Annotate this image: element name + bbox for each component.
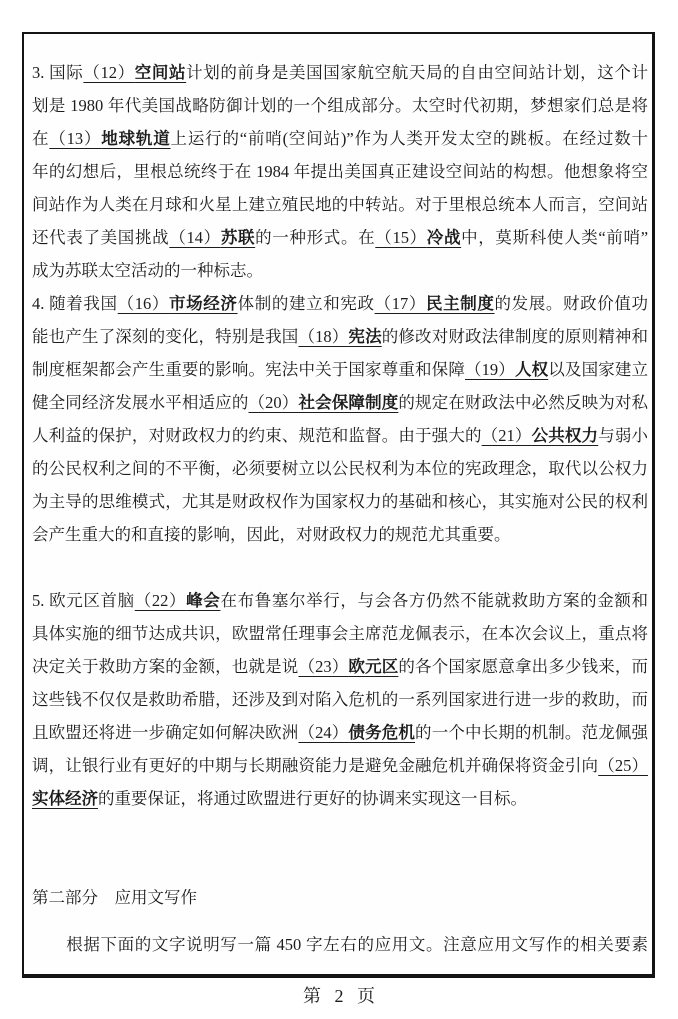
answer-text: 地球轨道 (101, 129, 171, 148)
text-run: 3. 国际 (32, 63, 84, 82)
text-run: 能也产生了深刻的变化，特别是我国 (32, 327, 299, 346)
page-number-footer: 第 2 页 (303, 986, 375, 1006)
text-line (32, 518, 648, 551)
answer-blank-number: （25） (598, 756, 649, 775)
text-line (32, 155, 648, 188)
text-run: 第二部分 应用文写作 (32, 888, 197, 907)
text-run: 的各个国家愿意拿出多少钱来，而 (398, 657, 649, 676)
answer-blank-number: （23） (298, 657, 349, 676)
text-run: 在布鲁塞尔举行，与会各方仍然不能就救助方案的金额和 (220, 591, 649, 610)
text-run: 的重要保证，将通过欧盟进行更好的协调来实现这一目标。 (98, 789, 527, 808)
answer-text: 苏联 (220, 228, 256, 247)
text-line (32, 353, 648, 386)
text-run: 划是 1980 年代美国战略防御计划的一个组成部分。太空时代初期，梦想家们总是将 (32, 96, 648, 115)
text-line (32, 749, 648, 782)
answer-blank-number: （15） (375, 228, 427, 247)
answer-blank-number: （16） (117, 294, 170, 313)
text-run: 还代表了美国挑战 (32, 228, 170, 247)
text-line (32, 254, 648, 287)
text-run: 会产生重大的和直接的影响，因此，对财政权力的规范尤其重要。 (32, 525, 511, 544)
text-run: 在 (32, 129, 50, 148)
answer-blank-number: （22） (134, 591, 187, 610)
answer-text: 实体经济 (32, 789, 98, 808)
text-line (32, 89, 648, 122)
answer-blank-number: （18） (298, 327, 349, 346)
text-line (32, 452, 648, 485)
answer-text: 债务危机 (348, 723, 416, 742)
answer-blank-number: （13） (49, 129, 102, 148)
text-line (32, 485, 648, 518)
text-run: 上运行的“前哨(空间站)”作为人类开发太空的跳板。在经过数十 (170, 129, 649, 148)
text-line (32, 683, 648, 716)
text-line (32, 782, 648, 815)
text-run: 健全同经济发展水平相适应的 (32, 393, 249, 412)
text-run: 具体实施的细节达成共识，欧盟常任理事会主席范龙佩表示，在本次会议上，重点将 (32, 624, 648, 643)
answer-text: 宪法 (348, 327, 382, 346)
text-run: 的修改对财政法律制度的原则精神和 (381, 327, 649, 346)
text-run: 体制的建立和宪政 (237, 294, 375, 313)
answer-blank-number: （21） (481, 426, 532, 445)
blank-line (32, 815, 648, 848)
text-run: 这些钱不仅仅是救助希腊，还涉及到对陷入危机的一系列国家进行进一步的救助，而 (32, 690, 648, 709)
page-body (32, 56, 648, 961)
text-line (32, 221, 648, 254)
text-run: 制度框架都会产生重要的影响。宪法中关于国家尊重和保障 (32, 360, 465, 379)
answer-text: 空间站 (134, 63, 187, 82)
text-line (32, 122, 648, 155)
answer-blank-number: （12） (83, 63, 135, 82)
text-run: 调，让银行业有更好的中期与长期融资能力是避免金融危机并确保将资金引向 (32, 756, 599, 775)
text-line (32, 584, 648, 617)
text-run: 间站作为人类在月球和火星上建立殖民地的中转站。对于里根总统本人而言，空间站 (32, 195, 648, 214)
text-run: 人利益的保护，对财政权力的约束、规范和监督。由于强大的 (32, 426, 482, 445)
text-line (32, 716, 648, 749)
text-run: 为主导的思维模式，尤其是财政权作为国家权力的基础和核心，其实施对公民的权利 (32, 492, 648, 511)
text-run: 成为苏联太空活动的一种标志。 (32, 261, 263, 280)
text-run: 的一种形式。在 (255, 228, 376, 247)
text-line (32, 419, 648, 452)
answer-text: 市场经济 (169, 294, 238, 313)
answer-text: 公共权力 (531, 426, 599, 445)
document-page-frame (22, 32, 655, 978)
text-line (32, 188, 648, 221)
answer-blank-number: （17） (374, 294, 426, 313)
text-run: 且欧盟还将进一步确定如何解决欧洲 (32, 723, 299, 742)
answer-text: 欧元区 (348, 657, 399, 676)
text-run: 根据下面的文字说明写一篇 450 字左右的应用文。注意应用文写作的相关要素 (32, 935, 648, 954)
text-run: 决定关于救助方案的金额，也就是说 (32, 657, 299, 676)
blank-line (32, 551, 648, 584)
text-run: 与弱小 (598, 426, 649, 445)
answer-text: 人权 (514, 360, 549, 379)
text-run: 的发展。财政价值功 (494, 294, 649, 313)
text-line (32, 617, 648, 650)
text-run: 计划的前身是美国国家航空航天局的自由空间站计划，这个计 (186, 63, 649, 82)
blank-line (32, 848, 648, 881)
answer-text: 民主制度 (425, 294, 495, 313)
section-heading (32, 881, 648, 914)
answer-blank-number: （20） (248, 393, 299, 412)
text-line (32, 56, 648, 89)
answer-text: 峰会 (186, 591, 221, 610)
text-line (32, 928, 648, 961)
text-run: 的公民权利之间的不平衡，必须要树立以公民权利为本位的宪政理念，取代以公权力 (32, 459, 648, 478)
text-run: 以及国家建立 (548, 360, 649, 379)
answer-text: 冷战 (426, 228, 462, 247)
text-line (32, 386, 648, 419)
text-run: 的一个中长期的机制。范龙佩强 (415, 723, 649, 742)
answer-blank-number: （24） (298, 723, 349, 742)
text-run: 年的幻想后，里根总统终于在 1984 年提出美国真正建设空间站的构想。他想象将空 (32, 162, 648, 181)
text-run: 的规定在财政法中必然反映为对私 (398, 393, 649, 412)
text-run: 4. 随着我国 (32, 294, 118, 313)
text-line (32, 287, 648, 320)
text-run: 5. 欧元区首脑 (32, 591, 135, 610)
answer-blank-number: （14） (169, 228, 221, 247)
answer-blank-number: （19） (464, 360, 515, 379)
text-line (32, 650, 648, 683)
answer-text: 社会保障制度 (298, 393, 399, 412)
text-run: 中，莫斯科使人类“前哨” (461, 228, 649, 247)
text-line (32, 320, 648, 353)
